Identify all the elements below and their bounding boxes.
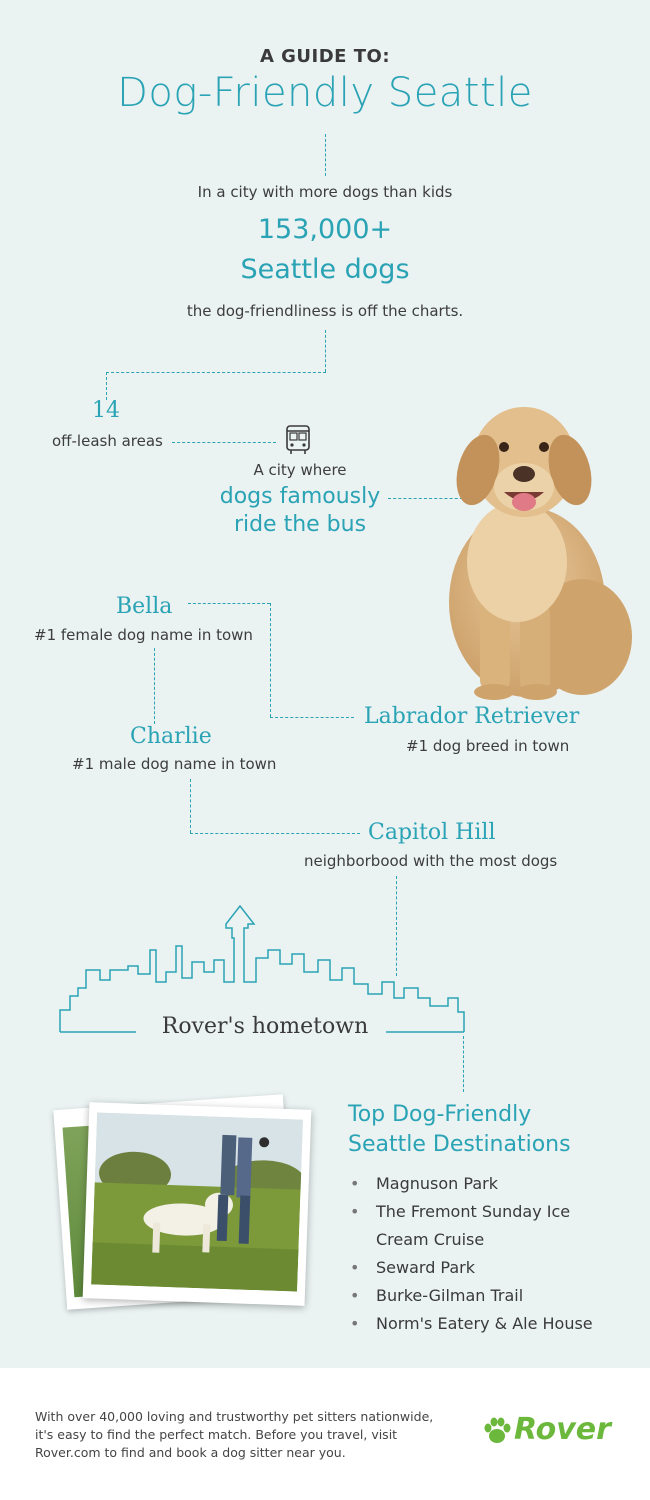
intro-lead: In a city with more dogs than kids (197, 183, 453, 201)
stat-label: Seattle dogs (240, 254, 410, 285)
connector (270, 603, 271, 717)
connector (106, 372, 107, 400)
connector (325, 330, 326, 372)
connector (325, 134, 326, 176)
destinations-list (350, 1170, 640, 1338)
destinations-title-1: Top Dog-Friendly (348, 1102, 532, 1127)
page-title: Dog-Friendly Seattle (117, 70, 533, 116)
connector (188, 603, 270, 604)
list-item: Cream Cruise (376, 1230, 485, 1249)
bus-line1: dogs famously (219, 484, 381, 509)
capitol-name: Capitol Hill (368, 820, 496, 845)
dog-park-photo (83, 1102, 312, 1306)
list-item: • The Fremont Sunday Ice (350, 1202, 571, 1221)
bus-line2: ride the bus (233, 512, 367, 537)
bella-name: Bella (116, 594, 173, 619)
bus-icon (283, 424, 313, 456)
capitol-desc: neighborbood with the most dogs (304, 852, 558, 870)
connector (154, 648, 155, 724)
paw-icon (482, 1416, 512, 1446)
connector (463, 1036, 464, 1092)
lab-name: Labrador Retriever (364, 704, 580, 729)
list-item: • Burke-Gilman Trail (350, 1286, 524, 1305)
skyline-label: Rover's hometown (161, 1014, 369, 1039)
offleash-label: off-leash areas (52, 432, 163, 450)
bella-desc: #1 female dog name in town (34, 626, 253, 644)
list-item: • Seward Park (350, 1258, 476, 1277)
stat-number: 153,000+ (257, 214, 393, 245)
list-item: • Magnuson Park (350, 1174, 498, 1193)
list-item: • Norm's Eatery & Ale House (350, 1314, 593, 1333)
kicker: A GUIDE TO: (259, 46, 391, 67)
charlie-name: Charlie (130, 724, 212, 749)
lab-desc: #1 dog breed in town (406, 737, 570, 755)
connector (190, 833, 360, 834)
connector (172, 442, 276, 443)
labrador-photo (392, 392, 650, 702)
bus-lead: A city where (253, 461, 347, 479)
destinations-title-2: Seattle Destinations (348, 1132, 571, 1157)
footer-text: With over 40,000 loving and trustworthy pet sitters nationwide, it's easy to find the perfect match. Before you travel, visit Rover.com to find and book a dog sitter near you. (35, 1409, 434, 1460)
connector (106, 372, 326, 373)
offleash-number: 14 (92, 398, 120, 423)
connector (270, 717, 354, 718)
connector (190, 779, 191, 833)
intro-tail: the dog-friendliness is off the charts. (186, 302, 464, 320)
rover-logo[interactable] (482, 1410, 622, 1454)
charlie-desc: #1 male dog name in town (72, 755, 277, 773)
rover-logo-text: Rover (514, 1412, 611, 1447)
